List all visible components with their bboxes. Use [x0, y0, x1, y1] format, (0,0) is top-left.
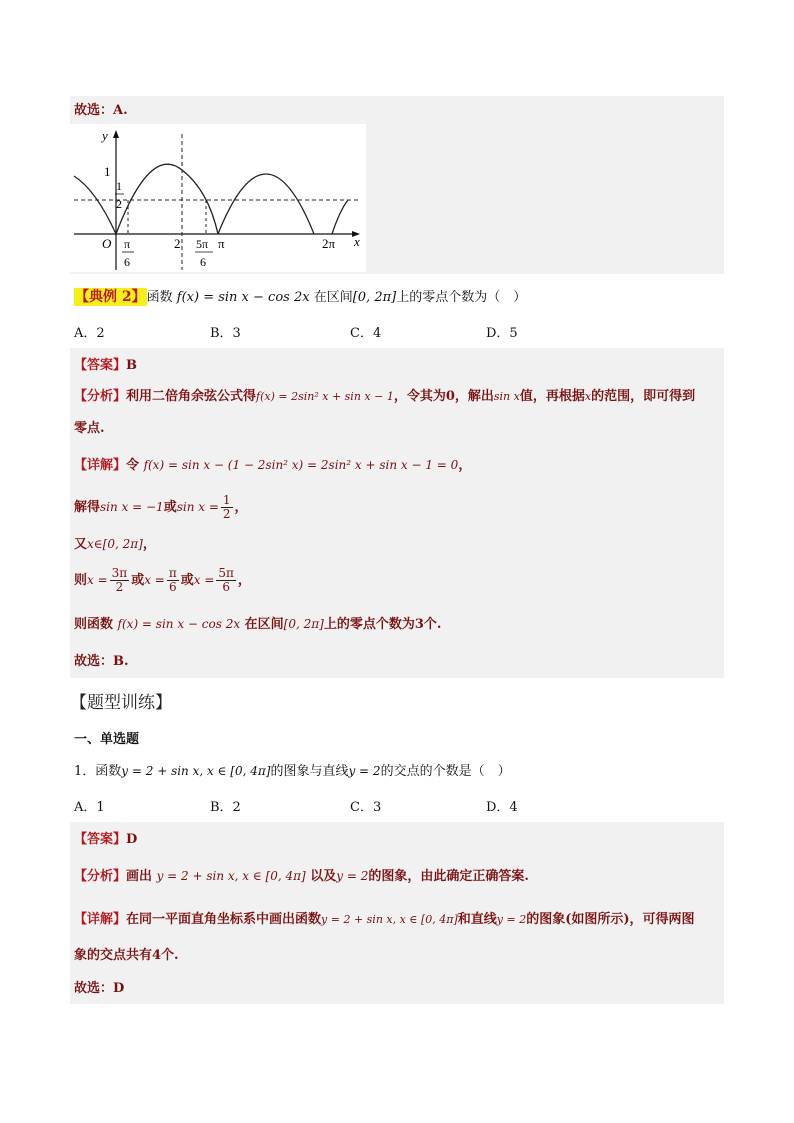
q1-analysis — [74, 867, 529, 886]
analysis-text-1: 利用二倍角余弦公式得 — [126, 389, 257, 404]
tick-5pi6-den: 6 — [200, 255, 206, 269]
q1-answer-value: D — [126, 832, 138, 847]
q1-line: y = 2 — [348, 764, 381, 778]
q1-answer-label: 【答案】 — [74, 832, 127, 847]
example-detail-2 — [74, 494, 248, 521]
tick-2pi: 2π — [322, 236, 336, 251]
tick-y-half-den: 2 — [116, 197, 122, 211]
prev-conclusion: 故选：A. — [74, 103, 128, 118]
q1-detail-line: y = 2 — [496, 913, 527, 926]
q1-detail-label: 【详解】 — [74, 912, 127, 927]
detail-1-pre: 令 — [126, 458, 140, 473]
example-answer — [74, 357, 137, 375]
detail-4-post: ， — [237, 573, 251, 588]
option-a[interactable]: A．2 — [74, 326, 105, 341]
detail-4-x1: x = — [87, 573, 108, 587]
curve-arch-1 — [116, 164, 218, 234]
analysis-text-2: ，令其为0，解出 — [393, 389, 494, 404]
curve-left — [74, 176, 116, 234]
detail-2-or: 或 — [163, 500, 177, 515]
detail-2-b: sin x = — [176, 500, 219, 514]
function-graph — [70, 124, 366, 272]
q1-option-a[interactable]: A．1 — [74, 800, 105, 815]
example-func: f(x) = sin x − cos 2x — [176, 290, 310, 305]
q1-analysis-2: 以及 — [310, 869, 337, 884]
detail-4-d2: 6 — [168, 580, 177, 594]
analysis-x: x — [584, 390, 592, 403]
tick-y-1: 1 — [104, 164, 111, 179]
analysis-label: 【分析】 — [74, 389, 127, 404]
q1-detail-1: 在同一平面直角坐标系中画出函数 — [126, 912, 322, 927]
detail-4-frac2 — [167, 567, 179, 594]
curve-right — [332, 200, 348, 234]
q1-analysis-1: 画出 — [126, 869, 153, 884]
curve-arch-2 — [218, 174, 314, 234]
detail-4-n2: π — [168, 566, 177, 580]
detail-2-pre: 解得 — [74, 500, 101, 515]
q1-analysis-label: 【分析】 — [74, 869, 127, 884]
example-detail-5 — [74, 615, 441, 634]
example-detail-4 — [74, 567, 251, 594]
detail-4-x3: x = — [193, 573, 215, 587]
example-mid: 在区间 — [313, 290, 353, 305]
example-question — [74, 288, 526, 307]
detail-5-post: 上的零点个数为3个. — [323, 617, 442, 632]
subsection-title: 一、单选题 — [74, 732, 140, 747]
q1-option-c[interactable]: C．3 — [350, 800, 382, 815]
detail-2-a: sin x = −1 — [100, 500, 164, 514]
example-analysis-line2: 零点. — [74, 421, 105, 436]
q1-detail — [74, 911, 695, 929]
detail-4-frac1 — [110, 567, 130, 594]
q1-detail-formula: y = 2 + sin x, x ∈ [0, 4π] — [321, 913, 458, 926]
example-detail-3 — [74, 535, 156, 554]
analysis-text-4: 的范围，即可得到 — [591, 389, 696, 404]
analysis-sin: sin x — [493, 390, 520, 403]
analysis-formula: f(x) = 2sin² x + sin x − 1 — [256, 390, 394, 403]
option-d[interactable]: D．5 — [486, 326, 518, 341]
detail-4-or1: 或 — [131, 573, 145, 588]
q1-option-d[interactable]: D．4 — [486, 800, 518, 815]
q1-analysis-line: y = 2 — [336, 869, 369, 883]
detail-4-n1: 3π — [111, 566, 128, 580]
example-tag: 【典例 2】 — [75, 289, 146, 305]
detail-3-formula: x∈[0, 2π] — [87, 537, 143, 551]
x-axis-label: x — [354, 234, 360, 249]
detail-5-interval: [0, 2π] — [283, 617, 324, 631]
q1-answer — [74, 831, 137, 849]
q1-suffix: 的交点的个数是（ ） — [380, 764, 511, 779]
q1-detail-2: 和直线 — [457, 912, 497, 927]
example-prefix: 函数 — [146, 290, 173, 305]
detail-4-d1: 2 — [115, 580, 124, 594]
tick-5pi6-num: 5π — [196, 237, 209, 251]
graph-svg — [70, 124, 366, 272]
detail-5-pre: 则函数 — [74, 617, 114, 632]
detail-4-d3: 6 — [222, 580, 230, 594]
detail-2-frac — [221, 494, 233, 521]
detail-2-den: 2 — [222, 507, 231, 521]
q1-question — [74, 762, 511, 781]
q1-detail-3: 的图象(如图所示)，可得两图 — [526, 912, 695, 927]
detail-1-post: ， — [458, 458, 472, 473]
tick-pi6-den: 6 — [124, 255, 130, 269]
detail-2-num: 1 — [222, 493, 231, 507]
q1-analysis-3: 的图象，由此确定正确答案. — [368, 869, 529, 884]
tick-2: 2 — [174, 236, 181, 251]
origin-label: O — [102, 236, 112, 251]
tick-y-half-num: 1 — [116, 179, 122, 193]
q1-formula: y = 2 + sin x, x ∈ [0, 4π] — [121, 764, 271, 778]
analysis-text-3: 值，再根据 — [519, 389, 585, 404]
answer-value: B — [126, 358, 138, 373]
tick-pi: π — [218, 236, 225, 251]
y-axis-arrow — [113, 130, 119, 138]
example-detail-1 — [74, 456, 471, 475]
tick-pi6-num: π — [124, 237, 131, 251]
example-conclusion: 故选：B. — [74, 654, 129, 669]
y-axis-label: y — [102, 128, 108, 143]
detail-3-pre: 又 — [74, 537, 88, 552]
example-interval: [0, 2π] — [352, 290, 397, 305]
q1-option-b[interactable]: B．2 — [210, 800, 241, 815]
example-suffix: 上的零点个数为（ ） — [396, 290, 527, 305]
example-analysis — [74, 388, 695, 406]
detail-4-n3: 5π — [218, 566, 234, 580]
detail-2-post: ， — [234, 500, 248, 515]
q1-conclusion: 故选：D — [74, 981, 125, 996]
detail-1-formula: f(x) = sin x − (1 − 2sin² x) = 2sin² x + sin x − 1 = 0 — [143, 458, 459, 472]
detail-4-x2: x = — [144, 573, 165, 587]
detail-5-mid: 在区间 — [244, 617, 284, 632]
detail-4-frac3 — [216, 567, 236, 594]
q1-analysis-formula: y = 2 + sin x, x ∈ [0, 4π] — [156, 869, 306, 883]
option-b[interactable]: B．3 — [210, 326, 241, 341]
option-c[interactable]: C．4 — [350, 326, 382, 341]
detail-5-func: f(x) = sin x − cos 2x — [117, 617, 241, 631]
answer-label: 【答案】 — [74, 358, 127, 373]
detail-4-or2: 或 — [180, 573, 194, 588]
q1-detail-line2: 象的交点共有4个. — [74, 948, 179, 963]
detail-label: 【详解】 — [74, 458, 127, 473]
q1-number: 1．函数 — [74, 764, 122, 779]
section-title: 【题型训练】 — [70, 693, 172, 713]
detail-4-pre: 则 — [74, 573, 88, 588]
detail-3-post: ， — [142, 537, 156, 552]
q1-mid: 的图象与直线 — [270, 764, 349, 779]
